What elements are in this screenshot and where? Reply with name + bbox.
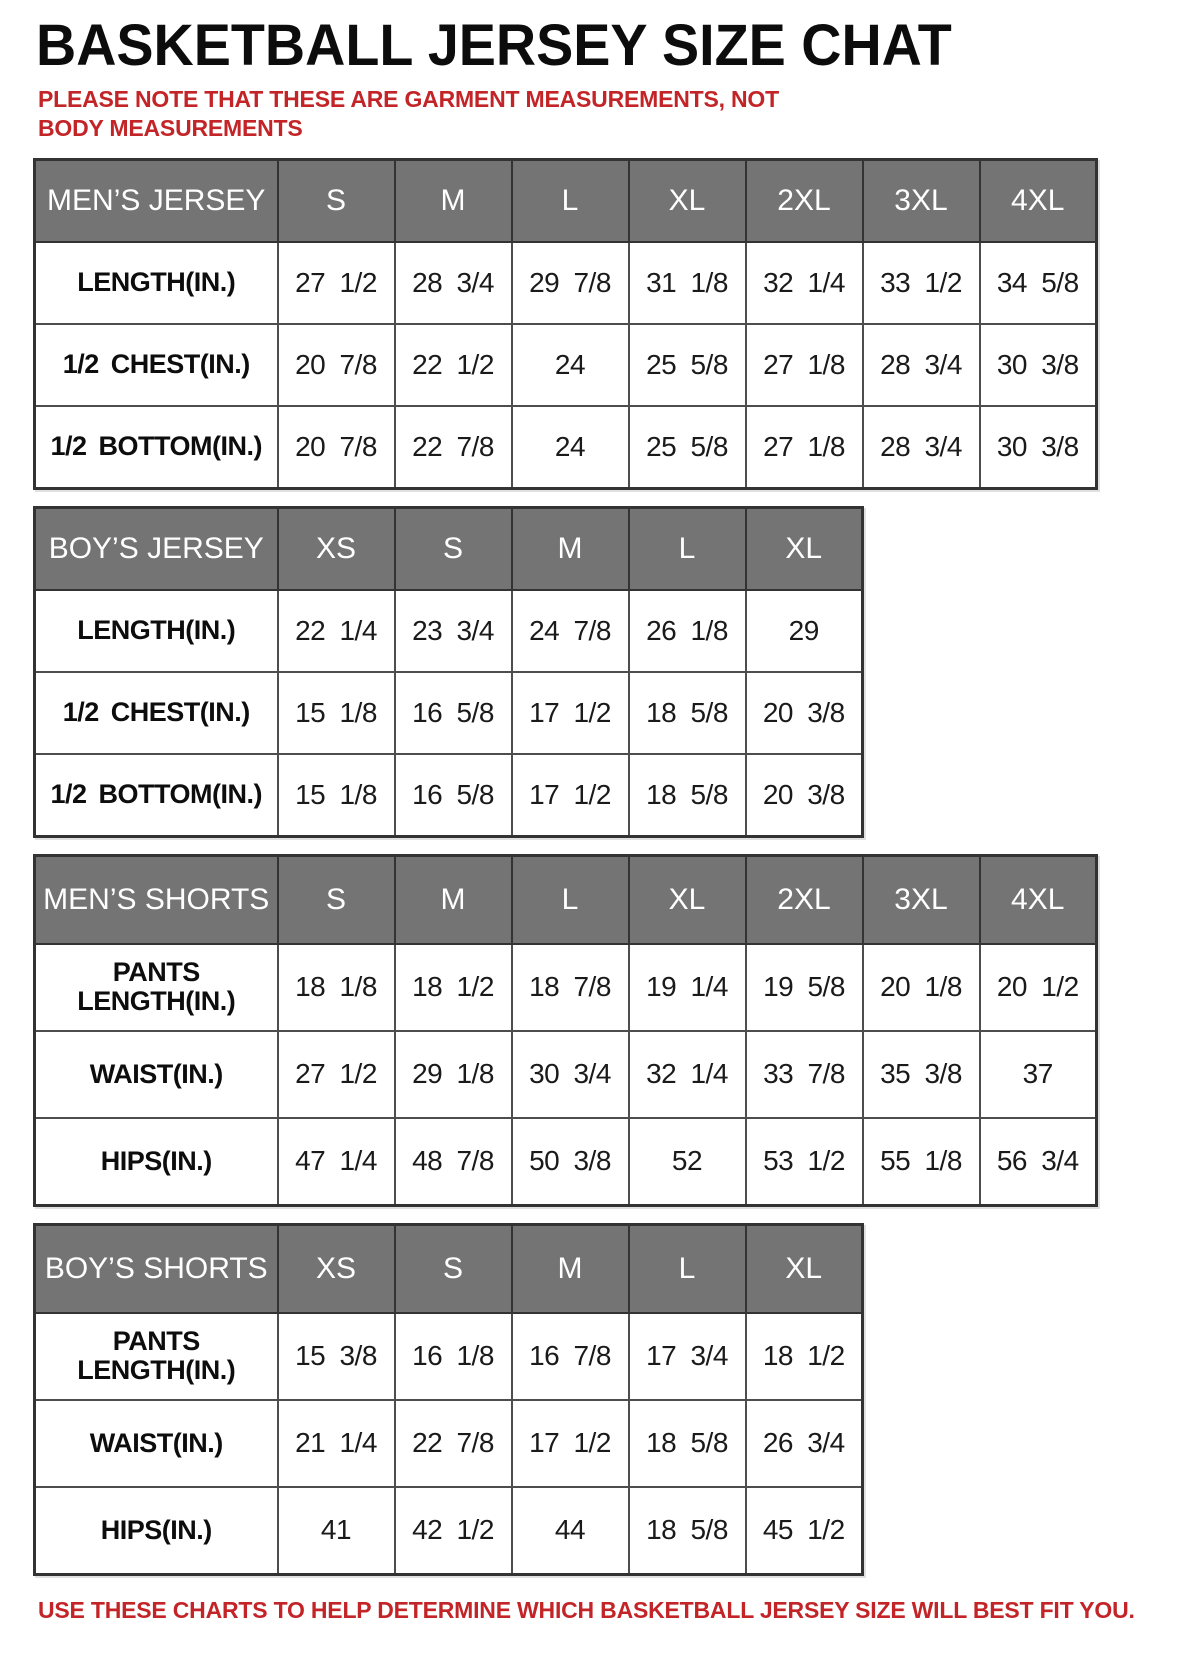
- size-column-header: 4XL: [980, 159, 1097, 242]
- measurement-label: 1/2 CHEST(IN.): [35, 672, 278, 754]
- header-row: [35, 507, 863, 590]
- measurement-value: 20 7/8: [278, 324, 395, 406]
- measurement-label: HIPS(IN.): [35, 1487, 278, 1575]
- table-row: [35, 1118, 1097, 1206]
- mens-shorts-title: MEN’S SHORTS: [35, 855, 278, 944]
- size-column-header: 3XL: [863, 159, 980, 242]
- measurement-value: 22 7/8: [395, 406, 512, 489]
- measurement-value: 47 1/4: [278, 1118, 395, 1206]
- measurement-value: 24: [512, 324, 629, 406]
- measurement-value: 18 5/8: [629, 1487, 746, 1575]
- boys-shorts-table: [33, 1223, 864, 1576]
- measurement-label: PANTS LENGTH(IN.): [35, 1313, 278, 1400]
- table-row: [35, 590, 863, 672]
- measurement-value: 20 1/8: [863, 944, 980, 1031]
- garment-measurement-note: PLEASE NOTE THAT THESE ARE GARMENT MEASUREMENTS, NOT BODY MEASUREMENTS: [38, 86, 779, 142]
- measurement-value: 33 1/2: [863, 242, 980, 324]
- measurement-value: 44: [512, 1487, 629, 1575]
- measurement-label: PANTS LENGTH(IN.): [35, 944, 278, 1031]
- size-column-header: M: [395, 159, 512, 242]
- measurement-value: 15 1/8: [278, 754, 395, 837]
- mens-shorts-table: [33, 854, 1098, 1207]
- measurement-value: 27 1/2: [278, 1031, 395, 1118]
- measurement-value: 28 3/4: [395, 242, 512, 324]
- measurement-value: 41: [278, 1487, 395, 1575]
- table-row: [35, 1313, 863, 1400]
- measurement-value: 18 7/8: [512, 944, 629, 1031]
- measurement-value: 27 1/2: [278, 242, 395, 324]
- measurement-value: 31 1/8: [629, 242, 746, 324]
- measurement-value: 45 1/2: [746, 1487, 863, 1575]
- size-column-header: XL: [746, 1224, 863, 1313]
- size-column-header: M: [512, 1224, 629, 1313]
- measurement-label: 1/2 BOTTOM(IN.): [35, 754, 278, 837]
- size-column-header: L: [629, 507, 746, 590]
- measurement-value: 17 1/2: [512, 754, 629, 837]
- measurement-value: 32 1/4: [629, 1031, 746, 1118]
- boys-jersey-table: [33, 506, 864, 838]
- boys-shorts-title: BOY’S SHORTS: [35, 1224, 278, 1313]
- measurement-label: WAIST(IN.): [35, 1031, 278, 1118]
- table-row: [35, 324, 1097, 406]
- measurement-value: 17 1/2: [512, 672, 629, 754]
- measurement-value: 48 7/8: [395, 1118, 512, 1206]
- size-column-header: XS: [278, 1224, 395, 1313]
- table-row: [35, 1031, 1097, 1118]
- measurement-value: 16 1/8: [395, 1313, 512, 1400]
- measurement-value: 33 7/8: [746, 1031, 863, 1118]
- size-column-header: L: [512, 159, 629, 242]
- best-fit-note: USE THESE CHARTS TO HELP DETERMINE WHICH BASKETBALL JERSEY SIZE WILL BEST FIT YOU.: [38, 1596, 1135, 1623]
- measurement-value: 55 1/8: [863, 1118, 980, 1206]
- measurement-value: 32 1/4: [746, 242, 863, 324]
- measurement-value: 19 5/8: [746, 944, 863, 1031]
- measurement-value: 27 1/8: [746, 406, 863, 489]
- measurement-value: 24 7/8: [512, 590, 629, 672]
- size-column-header: L: [512, 855, 629, 944]
- measurement-value: 20 7/8: [278, 406, 395, 489]
- table-row: [35, 1487, 863, 1575]
- table-row: [35, 1400, 863, 1487]
- table-row: [35, 672, 863, 754]
- measurement-value: 21 1/4: [278, 1400, 395, 1487]
- table-row: [35, 944, 1097, 1031]
- size-column-header: XL: [629, 855, 746, 944]
- size-column-header: 3XL: [863, 855, 980, 944]
- measurement-value: 22 7/8: [395, 1400, 512, 1487]
- measurement-label: 1/2 CHEST(IN.): [35, 324, 278, 406]
- measurement-value: 29: [746, 590, 863, 672]
- size-column-header: 4XL: [980, 855, 1097, 944]
- measurement-value: 28 3/4: [863, 324, 980, 406]
- mens-jersey-title: MEN’S JERSEY: [35, 159, 278, 242]
- measurement-value: 20 1/2: [980, 944, 1097, 1031]
- table-row: [35, 754, 863, 837]
- measurement-value: 29 1/8: [395, 1031, 512, 1118]
- measurement-value: 17 3/4: [629, 1313, 746, 1400]
- measurement-value: 28 3/4: [863, 406, 980, 489]
- measurement-value: 24: [512, 406, 629, 489]
- measurement-value: 29 7/8: [512, 242, 629, 324]
- measurement-value: 35 3/8: [863, 1031, 980, 1118]
- size-column-header: S: [395, 1224, 512, 1313]
- measurement-value: 27 1/8: [746, 324, 863, 406]
- header-row: [35, 1224, 863, 1313]
- measurement-label: LENGTH(IN.): [35, 242, 278, 324]
- size-column-header: 2XL: [746, 855, 863, 944]
- size-column-header: M: [395, 855, 512, 944]
- measurement-value: 30 3/8: [980, 324, 1097, 406]
- measurement-value: 52: [629, 1118, 746, 1206]
- measurement-value: 26 3/4: [746, 1400, 863, 1487]
- size-tables-container: [33, 158, 1200, 1576]
- measurement-value: 15 3/8: [278, 1313, 395, 1400]
- measurement-value: 18 1/8: [278, 944, 395, 1031]
- mens-jersey-table: [33, 158, 1098, 490]
- size-column-header: M: [512, 507, 629, 590]
- page-title: BASKETBALL JERSEY SIZE CHAT: [36, 13, 952, 78]
- measurement-value: 16 5/8: [395, 672, 512, 754]
- measurement-label: 1/2 BOTTOM(IN.): [35, 406, 278, 489]
- measurement-value: 19 1/4: [629, 944, 746, 1031]
- measurement-value: 50 3/8: [512, 1118, 629, 1206]
- table-row: [35, 406, 1097, 489]
- measurement-value: 17 1/2: [512, 1400, 629, 1487]
- size-column-header: XS: [278, 507, 395, 590]
- size-column-header: 2XL: [746, 159, 863, 242]
- measurement-value: 30 3/4: [512, 1031, 629, 1118]
- table-row: [35, 242, 1097, 324]
- measurement-value: 23 3/4: [395, 590, 512, 672]
- measurement-value: 22 1/4: [278, 590, 395, 672]
- measurement-value: 37: [980, 1031, 1097, 1118]
- header-row: [35, 855, 1097, 944]
- measurement-value: 30 3/8: [980, 406, 1097, 489]
- measurement-value: 22 1/2: [395, 324, 512, 406]
- size-column-header: S: [278, 159, 395, 242]
- measurement-value: 34 5/8: [980, 242, 1097, 324]
- measurement-value: 18 5/8: [629, 1400, 746, 1487]
- size-column-header: L: [629, 1224, 746, 1313]
- size-column-header: XL: [746, 507, 863, 590]
- measurement-value: 20 3/8: [746, 672, 863, 754]
- measurement-value: 20 3/8: [746, 754, 863, 837]
- size-column-header: XL: [629, 159, 746, 242]
- measurement-value: 25 5/8: [629, 406, 746, 489]
- measurement-value: 42 1/2: [395, 1487, 512, 1575]
- measurement-label: HIPS(IN.): [35, 1118, 278, 1206]
- measurement-label: LENGTH(IN.): [35, 590, 278, 672]
- measurement-label: WAIST(IN.): [35, 1400, 278, 1487]
- measurement-value: 25 5/8: [629, 324, 746, 406]
- measurement-value: 53 1/2: [746, 1118, 863, 1206]
- measurement-value: 16 5/8: [395, 754, 512, 837]
- measurement-value: 18 5/8: [629, 754, 746, 837]
- measurement-value: 18 5/8: [629, 672, 746, 754]
- size-column-header: S: [395, 507, 512, 590]
- measurement-value: 26 1/8: [629, 590, 746, 672]
- measurement-value: 16 7/8: [512, 1313, 629, 1400]
- header-row: [35, 159, 1097, 242]
- measurement-value: 56 3/4: [980, 1118, 1097, 1206]
- boys-jersey-title: BOY’S JERSEY: [35, 507, 278, 590]
- measurement-value: 18 1/2: [746, 1313, 863, 1400]
- size-column-header: S: [278, 855, 395, 944]
- measurement-value: 18 1/2: [395, 944, 512, 1031]
- measurement-value: 15 1/8: [278, 672, 395, 754]
